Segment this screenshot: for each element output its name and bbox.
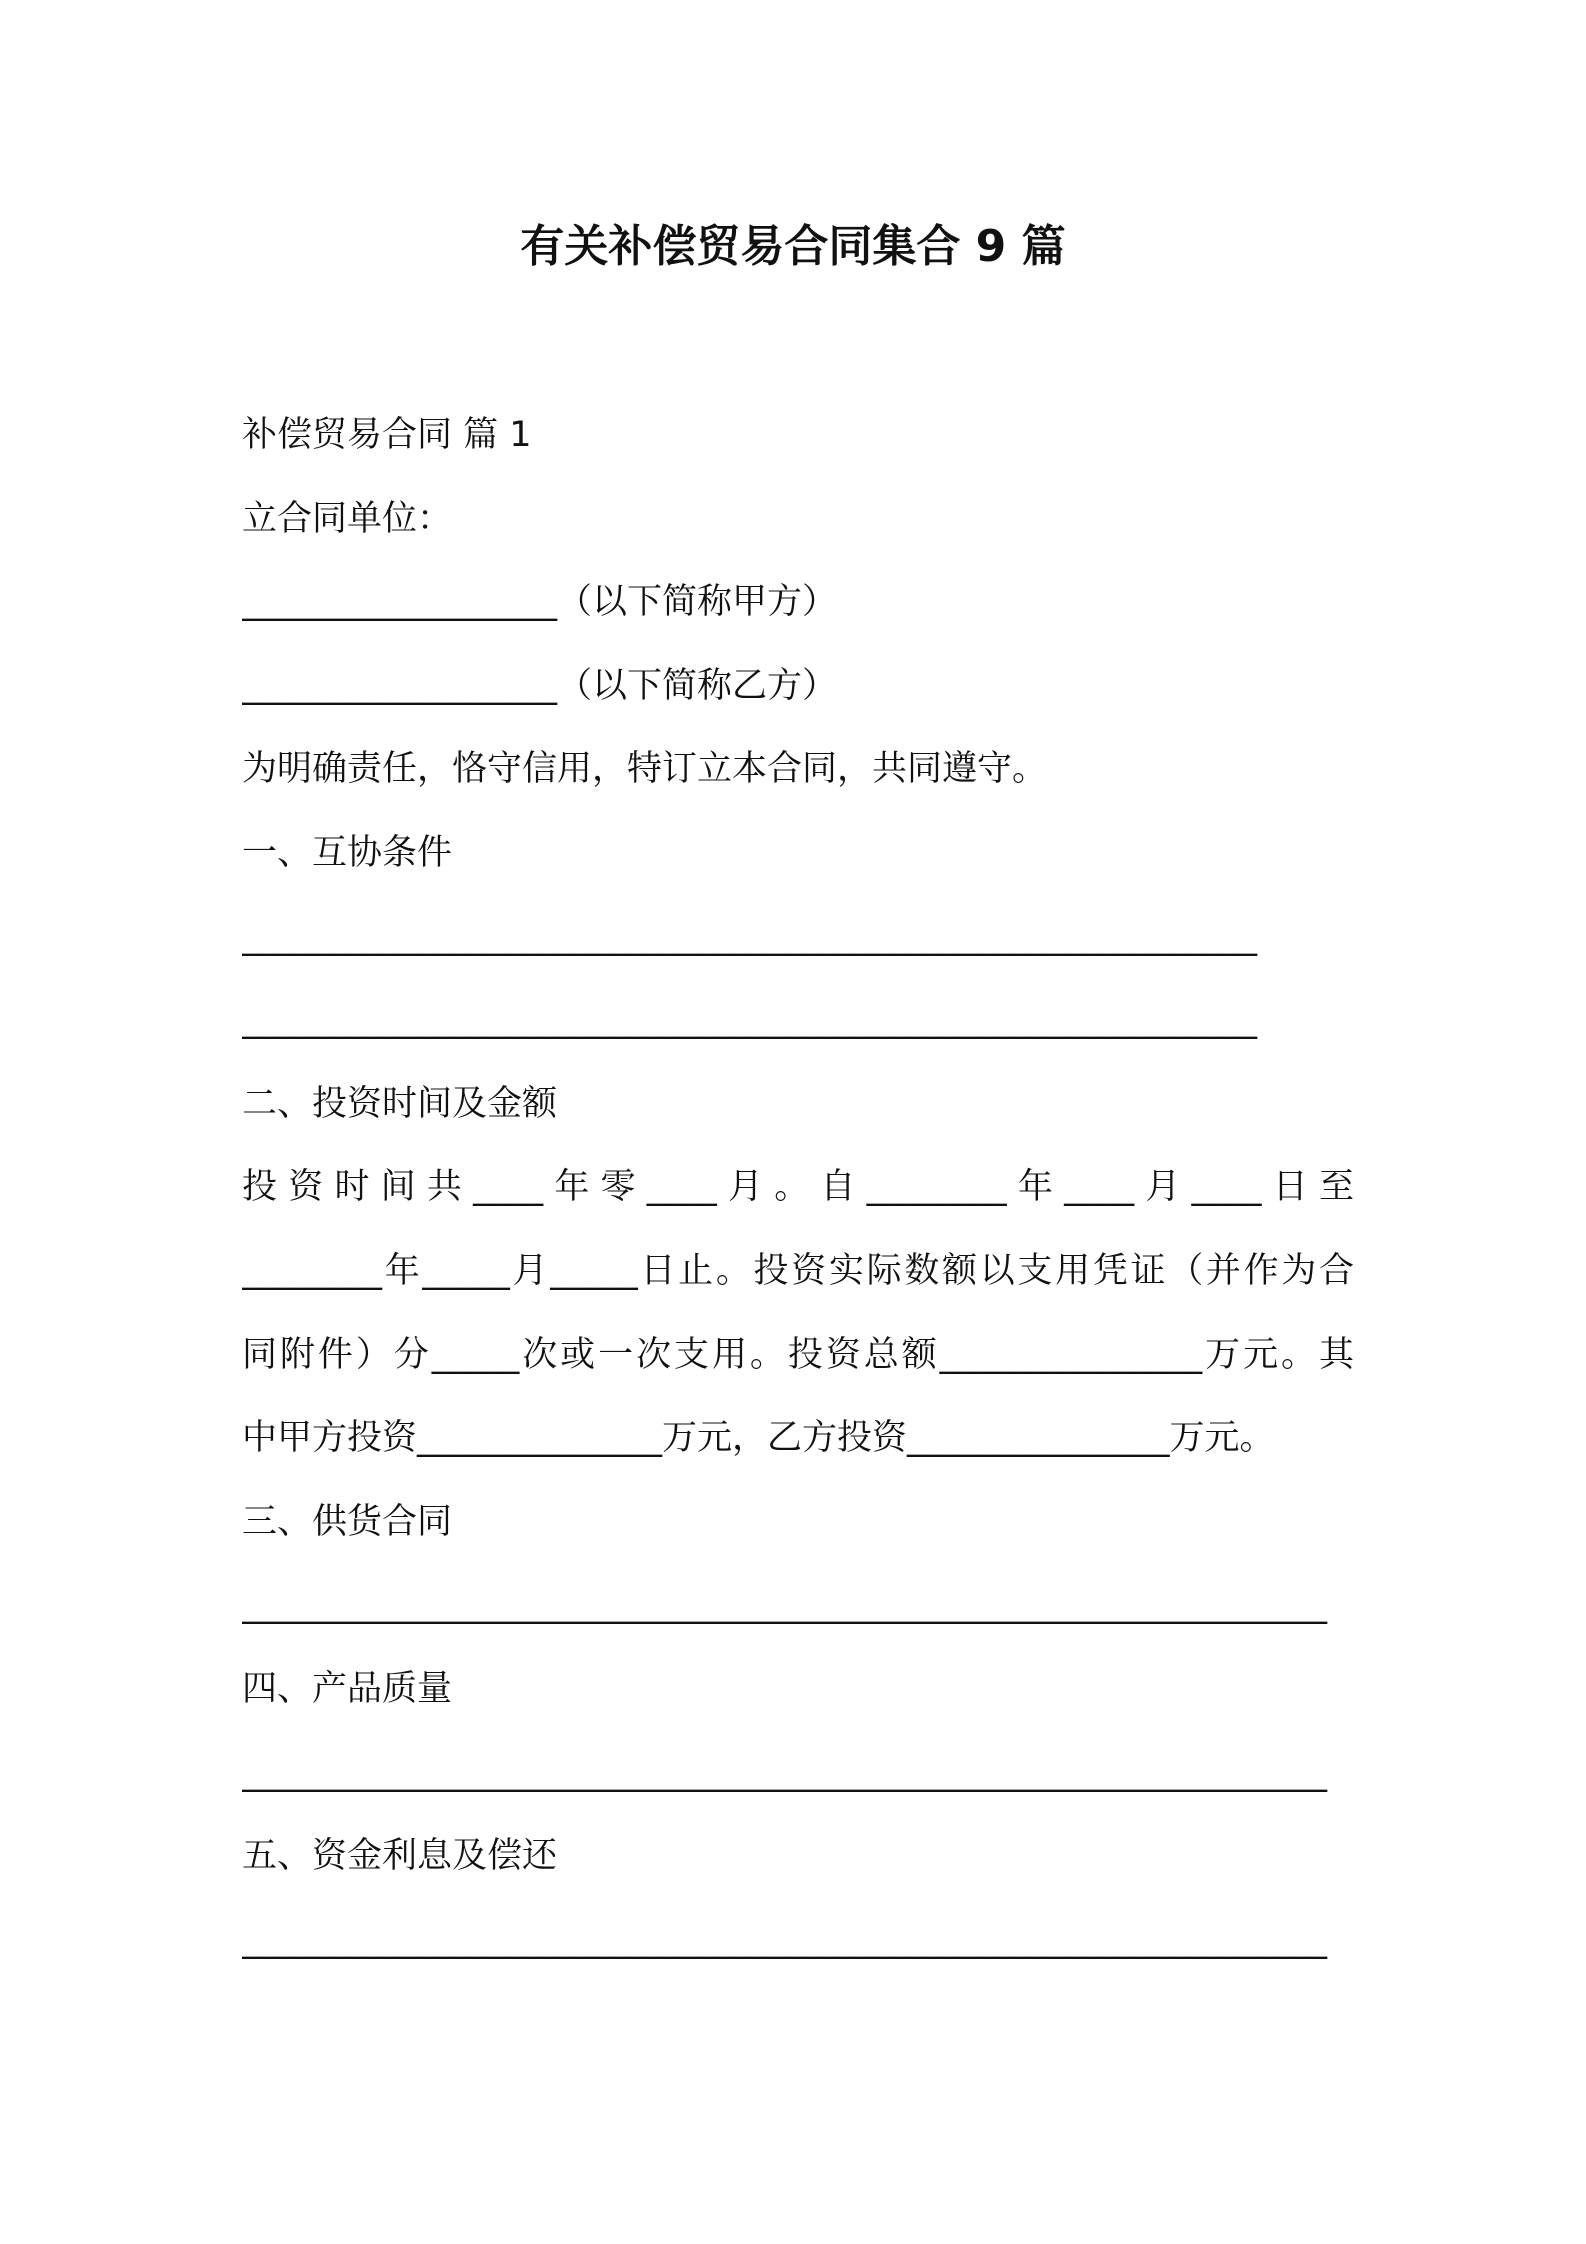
section-heading: 五、资金利息及偿还 (242, 1836, 558, 1877)
party-a-line: __________________（以下简称甲方） (242, 582, 838, 623)
paragraph-line: 投资时间共____年零____月。自________年____月____日至 (242, 1167, 1354, 1208)
section-heading: 四、产品质量 (242, 1668, 453, 1709)
section-investment-time-amount (242, 1063, 1354, 1481)
section-supply-contract (242, 1481, 1354, 1648)
document-body (242, 394, 1354, 1982)
blank-fill-line: ______________________________________________________________ (242, 1752, 1327, 1793)
paragraph-line: 中甲方投资______________万元，乙方投资_______________万元。 (242, 1418, 1275, 1459)
paragraph-line: 同附件）分_____次或一次支用。投资总额_______________万元。其 (242, 1334, 1354, 1375)
contract-parties-label: 立合同单位： (242, 498, 453, 539)
blank-fill-line: ______________________________________________________________ (242, 1919, 1327, 1960)
section-heading: 二、投资时间及金额 (242, 1083, 558, 1124)
paragraph-line: ________年_____月_____日止。投资实际数额以支用凭证（并作为合 (242, 1250, 1354, 1291)
preamble-text: 为明确责任，恪守信用，特订立本合同，共同遵守。 (242, 749, 1048, 790)
blank-fill-line: ______________________________________________________________ (242, 1585, 1327, 1626)
party-b-line: __________________（以下简称乙方） (242, 665, 838, 706)
document-title: 有关补偿贸易合同集合 9 篇 (520, 221, 1066, 272)
section-heading: 一、互协条件 (242, 832, 453, 873)
blank-fill-line: __________________________________________________________ (242, 1000, 1257, 1041)
section-mutual-conditions (242, 812, 1354, 1063)
section-interest-repayment (242, 1815, 1354, 1982)
section-product-quality (242, 1648, 1354, 1815)
blank-fill-line: __________________________________________________________ (242, 916, 1257, 957)
section-heading: 三、供货合同 (242, 1501, 453, 1542)
contract-heading: 补偿贸易合同 篇 1 (242, 415, 532, 455)
